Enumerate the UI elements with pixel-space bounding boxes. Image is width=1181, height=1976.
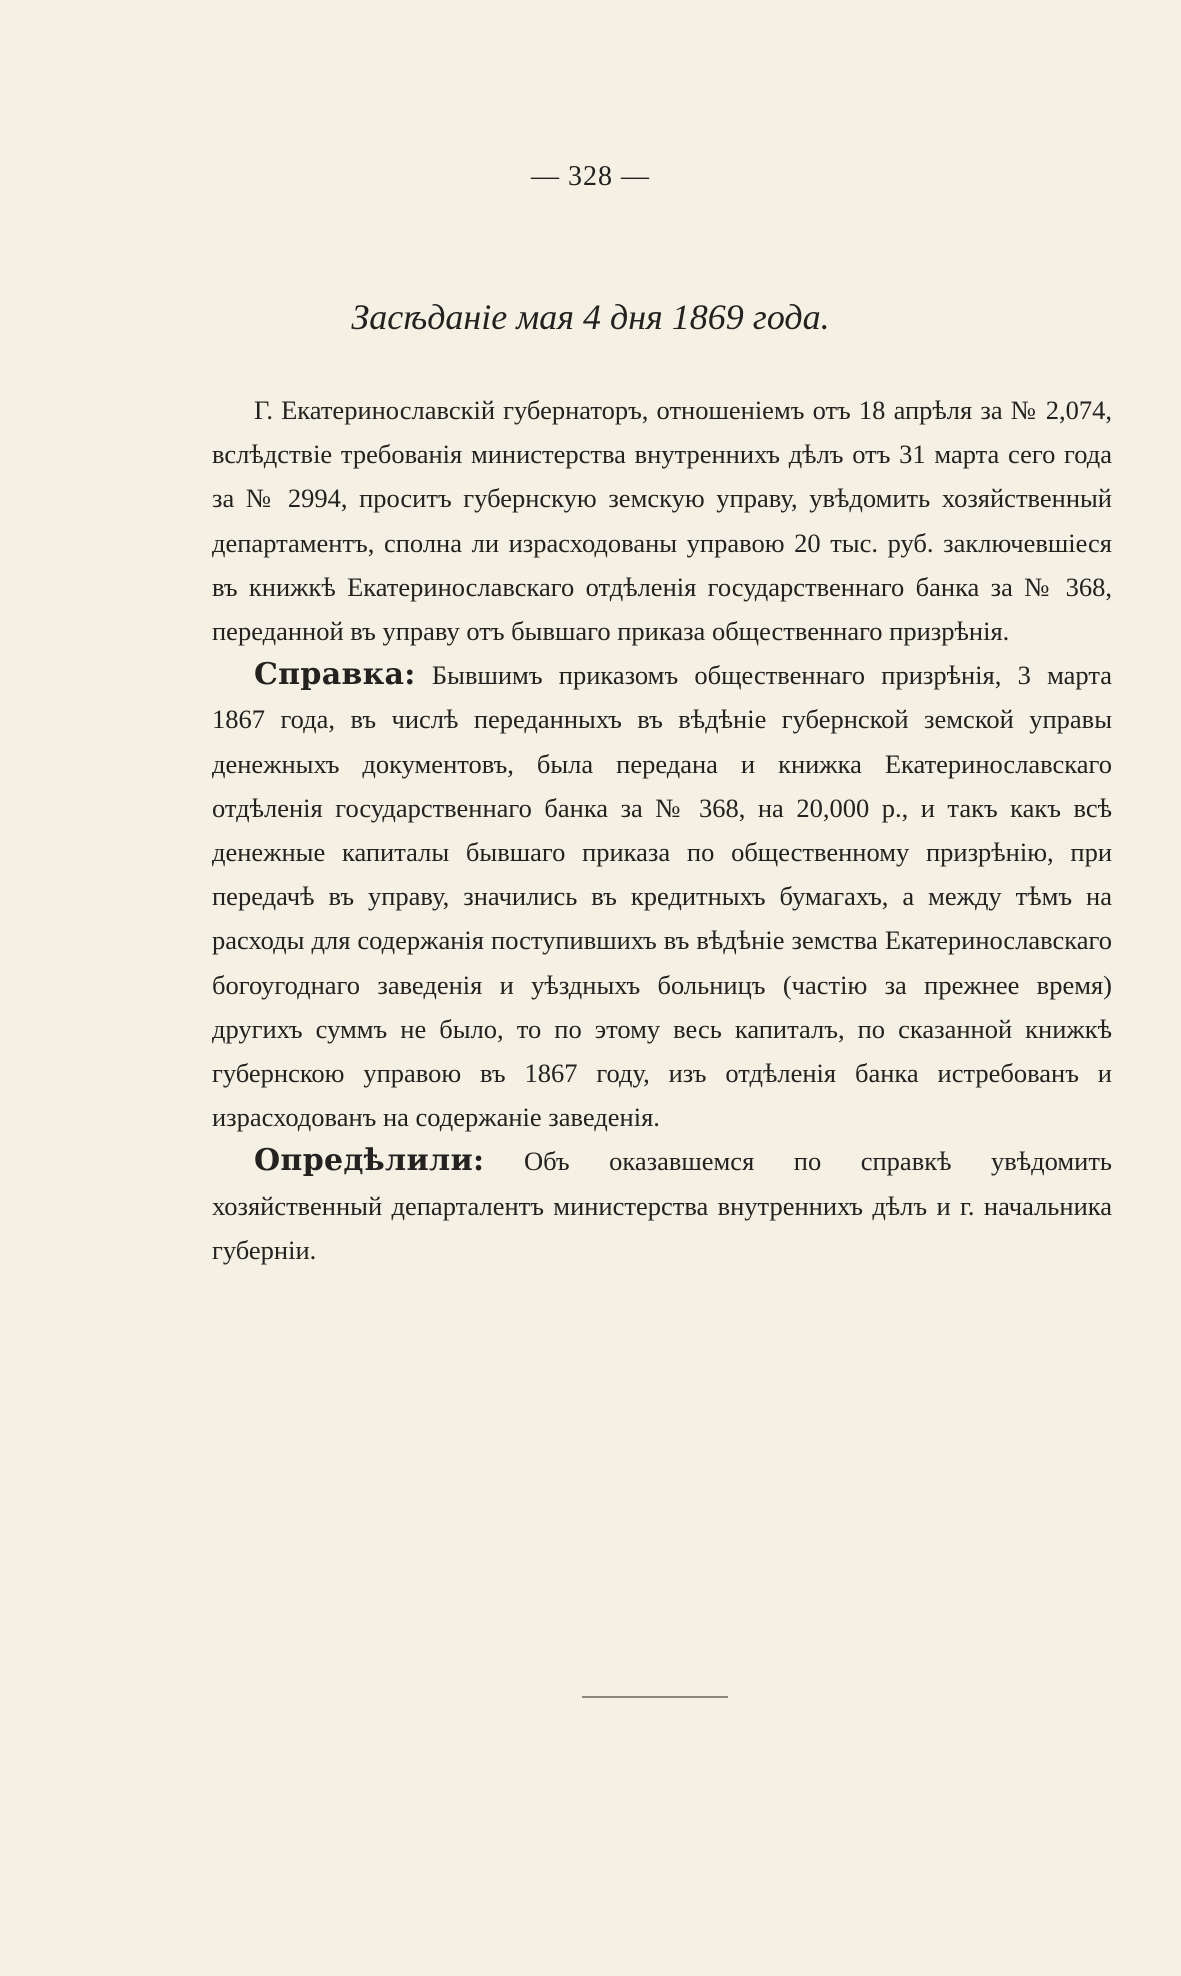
paragraph-text: Объ оказавшемся по справкѣ увѣдомить хозяйственный департалентъ министерства внутреннихъ дѣлъ и г. начальника губерніи. [212,1146,1112,1265]
resolution-heading: Опредѣлили: [254,1143,485,1179]
paragraph-governor-request [212,388,1112,653]
document-body [212,388,1112,1272]
session-title: Засѣданіе мая 4 дня 1869 года. [351,297,830,337]
reference-heading: Справка: [254,657,416,693]
section-divider [582,1696,728,1698]
paragraph-text: Г. Екатеринославскій губернаторъ, отношеніемъ отъ 18 апрѣля за № 2,074, вслѣдствіе требованія министерства внутреннихъ дѣлъ отъ 31 марта сего года за № 2994, проситъ губернскую земскую управу, увѣдомить хозяйственный департаментъ, сполна ли израсходованы управою 20 тыс. руб. заключевшіеся въ книжкѣ Екатеринославскаго отдѣленія государственнаго банка за № 368, переданной въ управу отъ бывшаго приказа общественнаго призрѣнія. [212,395,1112,647]
paragraph-reference [212,653,1112,1139]
paragraph-resolution [212,1139,1112,1272]
paragraph-text: Бывшимъ приказомъ общественнаго призрѣнія, 3 марта 1867 года, въ числѣ переданныхъ въ вѣдѣніе губернской земской управы денежныхъ документовъ, была передана и книжка Екатеринославскаго отдѣленія государственнаго банка за № 368, на 20,000 р., и такъ какъ всѣ денежные капиталы бывшаго приказа по общественному призрѣнію, при передачѣ въ управу, значились въ кредитныхъ бумагахъ, а между тѣмъ на расходы для содержанія поступившихъ въ вѣдѣніе земства Екатеринославскаго богоугоднаго заведенія и уѣздныхъ больницъ (частію за прежнее время) другихъ суммъ не было, то по этому весь капиталъ, по сказанной книжкѣ губернскою управою въ 1867 году, изъ отдѣленія банка истребованъ и израсходованъ на содержаніе заведенія. [212,660,1112,1133]
page-number: — 328 — [531,161,650,192]
